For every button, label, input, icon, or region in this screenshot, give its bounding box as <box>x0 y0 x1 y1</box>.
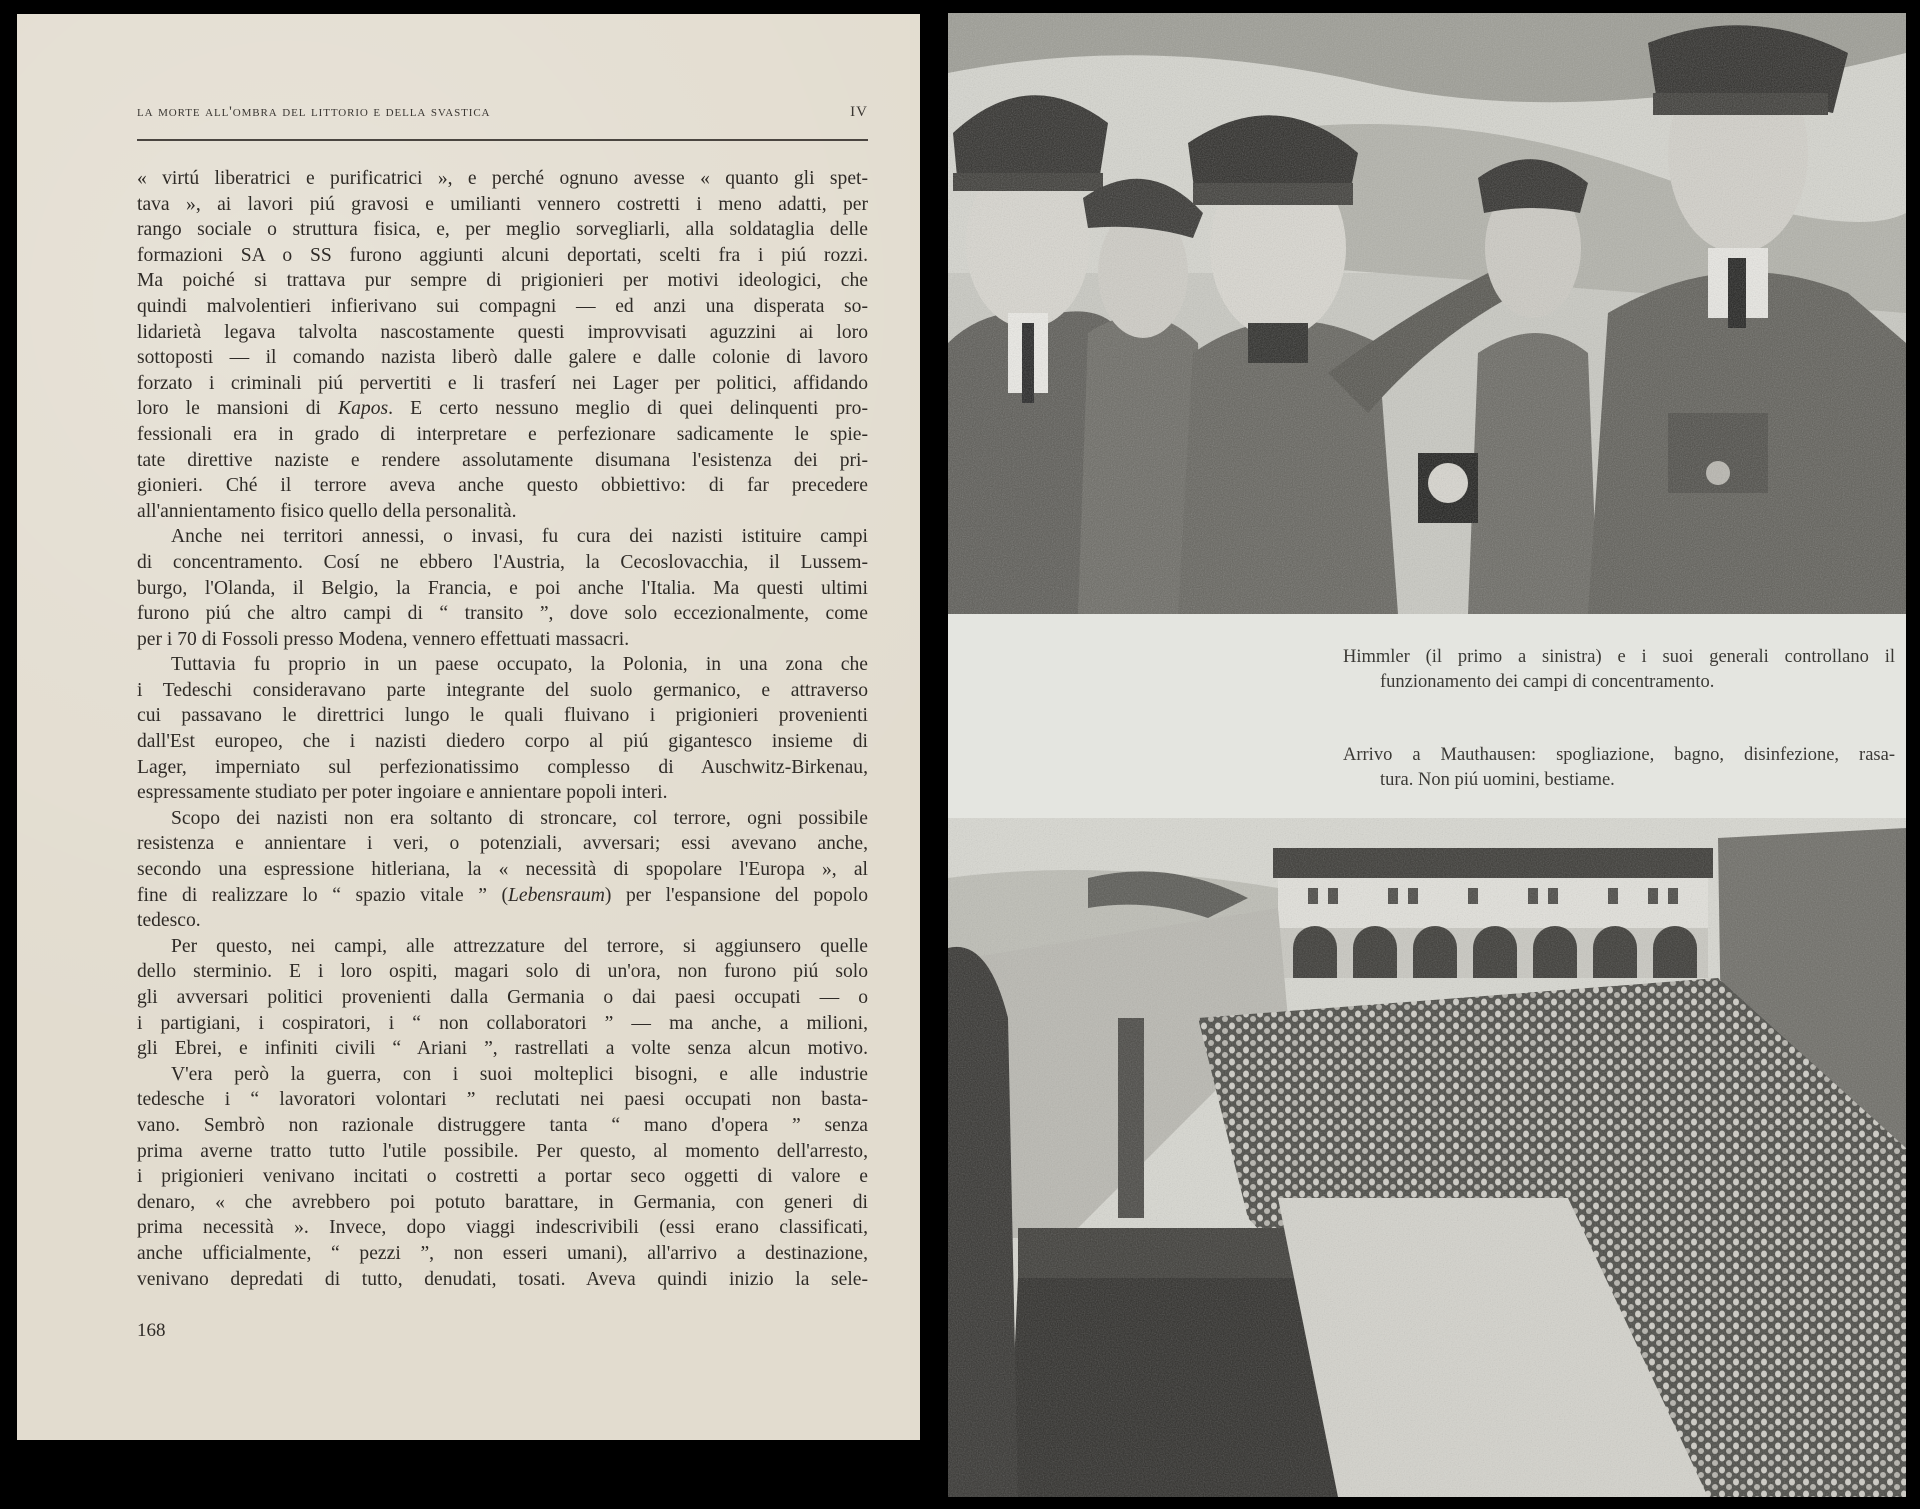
text-line: anche ufficialmente, “ pezzi ”, non esseri umani), all'arrivo a destinazione, <box>137 1242 868 1264</box>
text-line: cui passavano le direttrici lungo le quali fluivano i prigionieri provenienti <box>137 705 868 727</box>
text-line: tava », ai lavori piú gravosi e umilianti vennero costretti i meno adatti, per <box>137 193 868 215</box>
italic-term: Lebensraum <box>508 884 605 906</box>
text-line: tedesco. <box>137 910 201 932</box>
text-line: denaro, « che avrebbero poi potuto barattare, in Germania, con generi di <box>137 1191 868 1213</box>
text-line: dello sterminio. E i loro ospiti, magari solo di un'ora, non furono piú solo <box>137 961 868 983</box>
text-line: i Tedeschi consideravano parte integrante del suolo germanico, e attraverso <box>137 679 868 701</box>
text-line: all'annientamento fisico quello della personalità. <box>137 500 517 522</box>
text-line: « virtú liberatrici e purificatrici », e perché ognuno avesse « quanto gli spet- <box>137 168 868 189</box>
body-text <box>137 166 868 1292</box>
italic-term: Kapos <box>338 398 389 420</box>
running-head <box>137 100 868 128</box>
text-line: gionieri. Ché il terrore aveva anche questo obbiettivo: di far precedere <box>137 475 868 497</box>
caption-1-line-1: Himmler (il primo a sinistra) e i suoi generali controllano il <box>1343 647 1895 667</box>
text-line: fessionali era in grado di interpretare e perfezionare sadicamente le spie- <box>137 423 868 445</box>
running-head-title: la morte all'ombra del littorio e della svastica <box>137 104 491 120</box>
header-rule <box>137 139 868 141</box>
photo-mauthausen-icon <box>948 818 1906 1497</box>
photo-ss-officers-icon <box>948 13 1906 614</box>
text-line: tate direttive naziste e rendere assolutamente disumana l'esistenza dei pri- <box>137 449 868 471</box>
text-line: per i 70 di Fossoli presso Modena, vennero effettuati massacri. <box>137 628 630 650</box>
left-page <box>17 14 920 1440</box>
text-line: i partigiani, i cospiratori, i “ non collaboratori ” — ma anche, a milioni, <box>137 1012 868 1034</box>
text-line <box>137 396 868 422</box>
page-number: 168 <box>137 1320 166 1341</box>
text-line: dall'Est europeo, che i nazisti diedero corpo al piú gigantesco insieme di <box>137 731 868 753</box>
text-line: Anche nei territori annessi, o invasi, fu cura dei nazisti istituire campi <box>171 526 868 548</box>
text-line: resistenza e annientare i veri, o potenziali, avversari; essi avevano anche, <box>137 833 868 855</box>
text-segment: ) per l'espansione del popolo <box>604 884 868 906</box>
text-line: venivano depredati di tutto, denudati, tosati. Aveva quindi inizio la sele- <box>137 1268 868 1290</box>
caption-2-line-1: Arrivo a Mauthausen: spogliazione, bagno, disinfezione, rasa- <box>1343 745 1895 765</box>
text-line: secondo una espressione hitleriana, la « necessità di spopolare l'Europa », al <box>137 859 868 881</box>
text-line: vano. Sembrò non razionale distruggere tanta “ mano d'opera ” senza <box>137 1114 868 1136</box>
text-line: Lager, imperniato sul perfezionatissimo complesso di Auschwitz-Birkenau, <box>137 756 868 778</box>
text-line: tedesche i “ lavoratori volontari ” reclutati nei paesi occupati non basta- <box>137 1089 868 1111</box>
text-line: Scopo dei nazisti non era soltanto di stroncare, col terrore, ogni possibile <box>171 807 868 829</box>
text-line: sottoposti — il comando nazista liberò dalle galere e dalle colonie di lavoro <box>137 347 868 369</box>
text-line: gli Ebrei, e infiniti civili “ Ariani ”, rastrellati a volte senza alcun motivo. <box>137 1038 868 1060</box>
text-line: prima averne tratto tutto l'utile possibile. Per questo, al momento dell'arresto, <box>137 1140 868 1162</box>
right-page <box>948 13 1906 1497</box>
photo-ss-officers <box>948 13 1906 614</box>
text-line: rango sociale o struttura fisica, e, per meglio sorvegliarli, alla soldataglia delle <box>137 219 868 241</box>
caption-himmler <box>1343 645 1895 695</box>
text-line: quindi malvolentieri infierivano sui compagni — ed anzi una disperata so- <box>137 295 868 317</box>
text-segment: fine di realizzare lo “ spazio vitale ” ( <box>137 884 509 906</box>
caption-2-line-2: tura. Non piú uomini, bestiame. <box>1380 770 1615 790</box>
running-head-section: IV <box>850 104 868 120</box>
caption-1-line-2: funzionamento dei campi di concentramento. <box>1380 672 1715 692</box>
text-line: Per questo, nei campi, alle attrezzature del terrore, si aggiunsero quelle <box>171 935 868 957</box>
text-line: forzato i criminali piú pervertiti e li trasferí nei Lager per politici, affidando <box>137 372 868 394</box>
text-line <box>137 883 868 909</box>
text-line: burgo, l'Olanda, il Belgio, la Francia, e poi anche l'Italia. Ma questi ultimi <box>137 577 868 599</box>
text-line: i prigionieri venivano incitati o costretti a portar seco oggetti di valore e <box>137 1166 868 1188</box>
text-line: furono piú che altro campi di “ transito ”, dove solo eccezionalmente, come <box>137 603 868 625</box>
text-line: V'era però la guerra, con i suoi molteplici bisogni, e alle industrie <box>171 1063 868 1085</box>
text-line: lidarietà legava talvolta nascostamente questi improvvisati aguzzini ai loro <box>137 321 868 343</box>
photo-mauthausen-courtyard <box>948 818 1906 1497</box>
text-line: espressamente studiato per poter ingoiare e annientare popoli interi. <box>137 782 668 804</box>
text-line: formazioni SA o SS furono aggiunti alcuni deportati, scelti fra i piú rozzi. <box>137 244 868 266</box>
text-segment: . E certo nessuno meglio di quei delinquenti pro- <box>388 398 868 420</box>
text-line: prima necessità ». Invece, dopo viaggi indescrivibili (essi erano classificati, <box>137 1217 868 1239</box>
text-segment: loro le mansioni di <box>137 398 339 420</box>
text-line: gli avversari politici provenienti dalla Germania o dai paesi occupati — o <box>137 987 868 1008</box>
caption-mauthausen <box>1343 743 1895 793</box>
text-line: Ma poiché si trattava pur sempre di prigionieri per motivi ideologici, che <box>137 270 868 292</box>
text-line: di concentramento. Cosí ne ebbero l'Austria, la Cecoslovacchia, il Lussem- <box>137 551 868 573</box>
text-line: Tuttavia fu proprio in un paese occupato, la Polonia, in una zona che <box>171 654 868 676</box>
